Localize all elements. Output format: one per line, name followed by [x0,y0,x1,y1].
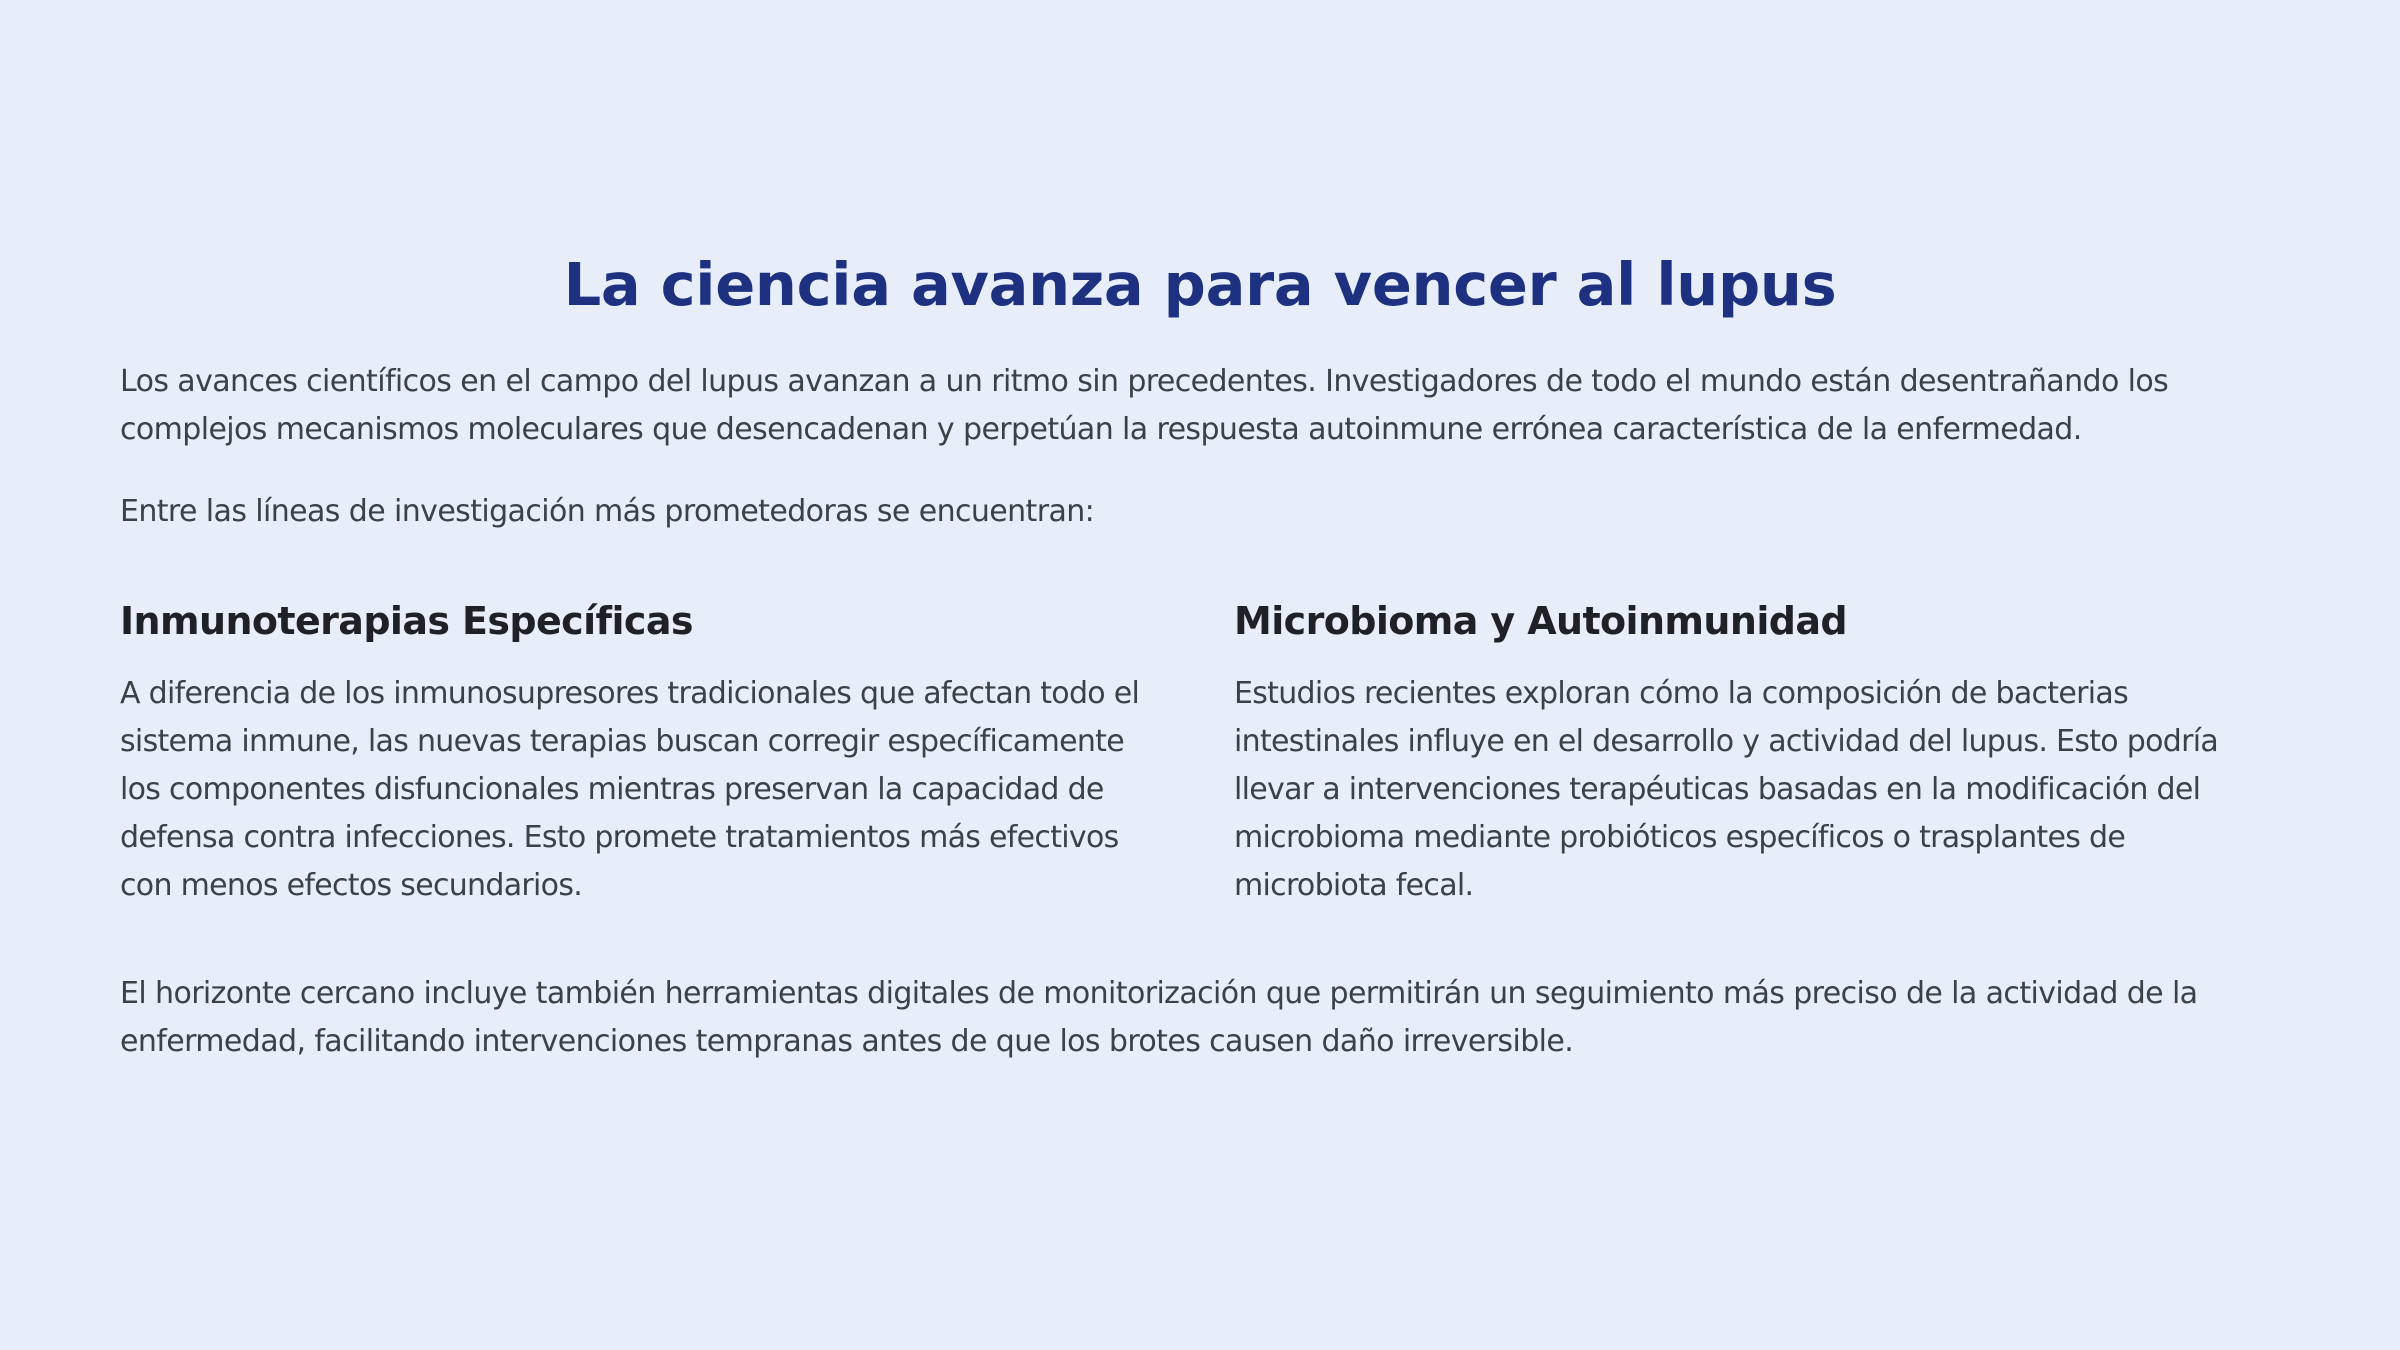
column-microbiome [1234,596,2280,910]
column-immunotherapies [120,596,1166,910]
column-body: A diferencia de los inmunosupresores tradicionales que afectan todo el sistema inmune, las nuevas terapias buscan corregir específicamente los componentes disfuncionales mientras preservan la capacidad de defensa contra infecciones. Esto promete tratamientos más efectivos con menos efectos secundarios. [120,676,1140,903]
research-columns [120,596,2280,910]
closing-paragraph: El horizonte cercano incluye también herramientas digitales de monitorización que permitirán un seguimiento más preciso de la actividad de la enfermedad, facilitando intervenciones tempranas antes de que los brotes causen daño irreversible. [120,976,2198,1059]
column-body: Estudios recientes exploran cómo la composición de bacterias intestinales influye en el desarrollo y actividad del lupus. Esto podría llevar a intervenciones terapéuticas basadas en la modificación del microbioma mediante probióticos específicos o trasplantes de microbiota fecal. [1234,676,2219,903]
column-heading: Microbioma y Autoinmunidad [1234,599,1847,643]
lead-paragraph: Entre las líneas de investigación más prometedoras se encuentran: [120,494,1095,529]
page-title: La ciencia avanza para vencer al lupus [563,250,1837,319]
intro-paragraph: Los avances científicos en el campo del lupus avanzan a un ritmo sin precedentes. Investigadores de todo el mundo están desentrañando los complejos mecanismos moleculares que desencadenan y perpetúan la respuesta autoinmune errónea característica de la enfermedad. [120,364,2169,447]
column-heading: Inmunoterapias Específicas [120,599,693,643]
